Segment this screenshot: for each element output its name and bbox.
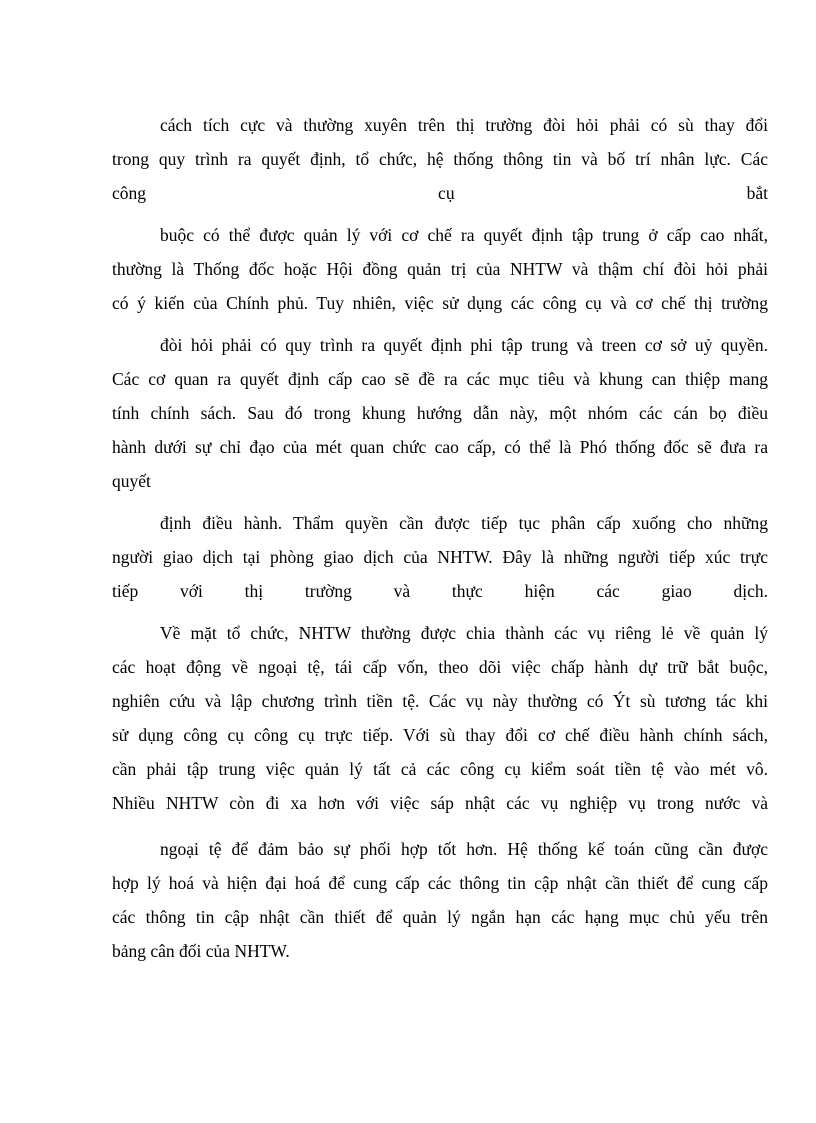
text-line: có ý kiến của Chính phủ. Tuy nhiên, việc sử dụng các công cụ và cơ chế thị trường [112, 293, 768, 313]
text-line: bảng cân đối của NHTW. [112, 941, 290, 961]
text-line: định điều hành. Thẩm quyền cần được tiếp tục phân cấp xuống cho những [160, 513, 768, 533]
text-line: nghiên cứu và lập chương trình tiền tệ. Các vụ này thường có Ýt sù tương tác khi [112, 691, 768, 711]
text-line: trong quy trình ra quyết định, tổ chức, hệ thống thông tin và bố trí nhân lực. Các [112, 149, 768, 169]
text-line: sử dụng công cụ công cụ trực tiếp. Với sù thay đổi cơ chế điều hành chính sách, [112, 725, 768, 745]
text-line: buộc có thể được quản lý với cơ chế ra quyết định tập trung ở cấp cao nhất, [160, 225, 768, 245]
text-line: tính chính sách. Sau đó trong khung hướng dẫn này, một nhóm các cán bọ điều [112, 403, 768, 423]
text-line: đòi hỏi phải có quy trình ra quyết định phi tập trung và treen cơ sở uỷ quyền. [160, 335, 768, 355]
text-line: Về mặt tổ chức, NHTW thường được chia thành các vụ riêng lẻ về quản lý [160, 623, 768, 643]
text-line: Các cơ quan ra quyết định cấp cao sẽ đề ra các mục tiêu và khung can thiệp mang [112, 369, 768, 389]
text-line: cách tích cực và thường xuyên trên thị trường đòi hỏi phải có sù thay đổi [160, 115, 768, 135]
text-line: thường là Thống đốc hoặc Hội đồng quản trị của NHTW và thậm chí đòi hỏi phải [112, 259, 768, 279]
text-line: ngoại tệ để đảm bảo sự phối hợp tốt hơn. Hệ thống kế toán cũng cần được [160, 839, 768, 859]
text-line: Nhiều NHTW còn đi xa hơn với việc sáp nhật các vụ nghiệp vụ trong nước và [112, 793, 768, 813]
text-line: quyết [112, 471, 151, 491]
text-line: hợp lý hoá và hiện đại hoá để cung cấp các thông tin cập nhật cần thiết để cung cấp [112, 873, 768, 893]
text-line: người giao dịch tại phòng giao dịch của NHTW. Đây là những người tiếp xúc trực [112, 547, 768, 567]
text-line: các hoạt động về ngoại tệ, tái cấp vốn, theo dõi việc chấp hành dự trữ bắt buộc, [112, 657, 768, 677]
text-line: công cụ bắt [112, 183, 768, 203]
text-line: các thông tin cập nhật cần thiết để quản lý ngắn hạn các hạng mục chủ yếu trên [112, 907, 768, 927]
text-line: tiếp với thị trường và thực hiện các giao dịch. [112, 581, 768, 601]
text-line: hành dưới sự chỉ đạo của mét quan chức cao cấp, có thể là Phó thống đốc sẽ đưa ra [112, 437, 768, 457]
text-line: cần phải tập trung việc quản lý tất cả các công cụ kiểm soát tiền tệ vào mét vô. [112, 759, 768, 779]
